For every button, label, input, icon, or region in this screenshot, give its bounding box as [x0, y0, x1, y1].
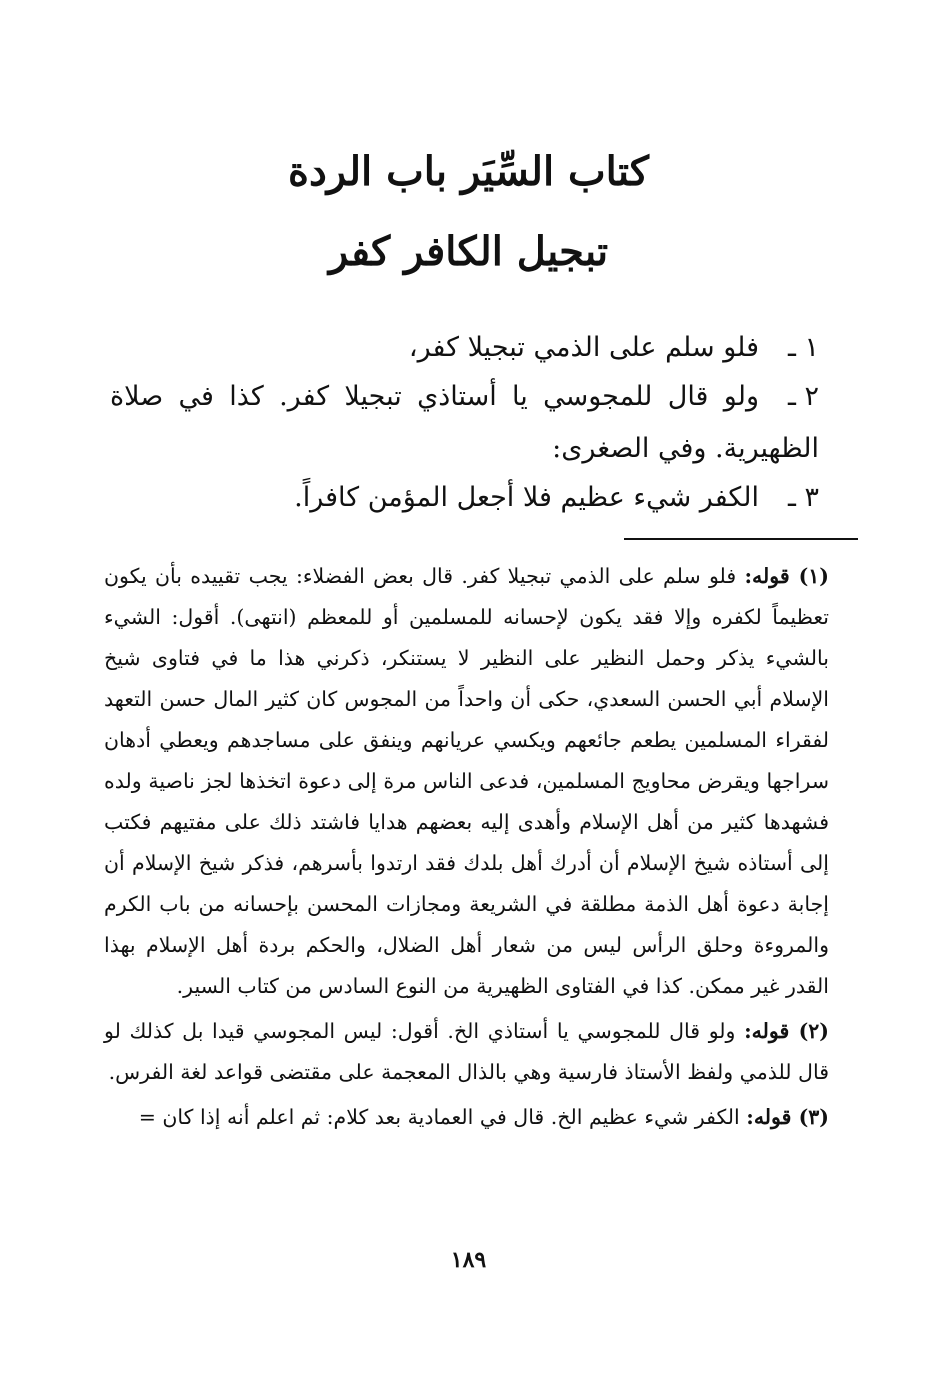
chapter-title: كتاب السِّيَر باب الردة — [288, 148, 649, 195]
footnote-text: ولو قال للمجوسي يا أستاذي الخ. أقول: ليس المجوسي قيدا بل كذلك لو قال للذمي ولفظ الأستاذ فارسية وهي بالذال المعجمة على مقتضى قواعد لغة الفرس. — [104, 1019, 829, 1084]
item-number: ١ ـ — [787, 332, 819, 363]
footnote-label: (١) قوله: — [744, 564, 829, 588]
footnote — [104, 1011, 829, 1093]
item-text: ولو قال للمجوسي يا أستاذي تبجيلا كفر. كذا في صلاة الظهيرية. وفي الصغرى: — [110, 381, 819, 464]
item-number: ٣ ـ — [787, 482, 819, 513]
list-item — [110, 472, 819, 524]
section-title: تبجيل الكافر كفر — [328, 228, 609, 275]
item-text: فلو سلم على الذمي تبجيلا كفر، — [408, 332, 759, 363]
list-item — [110, 322, 819, 374]
footnotes — [104, 556, 829, 1142]
list-item — [110, 371, 819, 475]
item-number: ٢ ـ — [787, 381, 819, 412]
item-text: الكفر شيء عظيم فلا أجعل المؤمن كافراً. — [294, 482, 759, 513]
footnote — [104, 556, 829, 1007]
footnote-label: (٢) قوله: — [744, 1019, 829, 1043]
footnote-divider — [624, 538, 858, 540]
footnote-text: الكفر شيء عظيم الخ. قال في العمادية بعد كلام: ثم اعلم أنه إذا كان = — [138, 1105, 740, 1129]
footnote-label: (٣) قوله: — [746, 1105, 829, 1129]
page-number: ١٨٩ — [450, 1247, 487, 1273]
footnote — [104, 1097, 829, 1138]
footnote-text: فلو سلم على الذمي تبجيلا كفر. قال بعض الفضلاء: يجب تقييده بأن يكون تعظيماً لكفره وإلا فقد يكون لإحسانه للمسلمين أو للمعظم (انتهى). أقول: الشيء بالشيء يذكر وحمل النظير على النظير لا يستنكر، ذكرني هذا ما في فتاوى شيخ الإسلام أبي الحسن السعدي، حكى أن واحداً من المجوس كان كثير المال حسن التعهد لفقراء المسلمين يطعم جائعهم ويكسي عريانهم وينفق على مساجدهم ويعطي أدهان سراجها ويقرض محاويج المسلمين، فدعى الناس مرة إلى دعوة اتخذها لجز ناصية ولده فشهدها كثير من أهل الإسلام وأهدى إليه بعضهم هدايا فاشتد ذلك على مفتيهم فكتب إلى أستاذه شيخ الإسلام أن أدرك أهل بلدك فقد ارتدوا بأسرهم، فذكر شيخ الإسلام أن إجابة دعوة أهل الذمة مطلقة في الشريعة ومجازات المحسن بإحسانه من باب الكرم والمروءة وحلق الرأس ليس من شعار أهل الضلال، والحكم بردة أهل الإسلام بهذا القدر غير ممكن. كذا في الفتاوى الظهيرية من النوع السادس من كتاب السير. — [104, 564, 829, 998]
